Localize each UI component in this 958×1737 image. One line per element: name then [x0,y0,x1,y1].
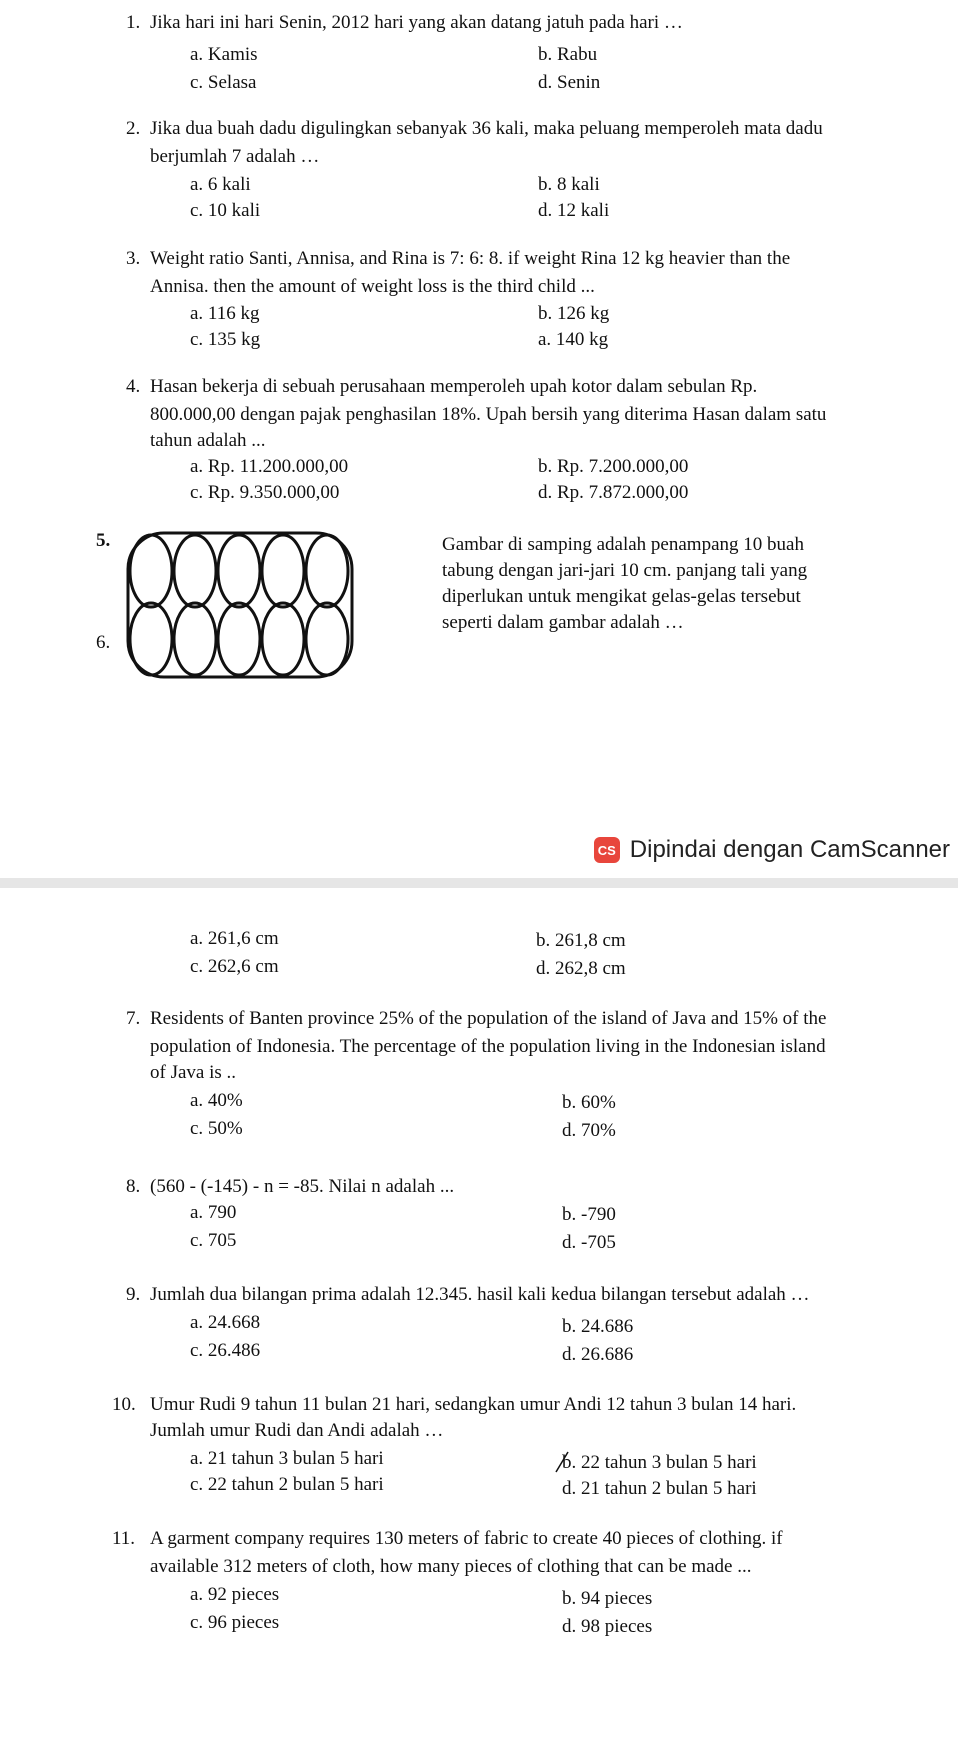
q9-option-a: a. 24.668 [190,1312,261,1333]
q3-line-2: Annisa. then the amount of weight loss is the third child ... [150,276,595,297]
q5-line-1: Gambar di samping adalah penampang 10 buah [442,534,804,555]
q7-line-1: Residents of Banten province 25% of the population of the island of Java and 15% of the [150,1008,827,1029]
q8-option-b: b. -790 [562,1204,616,1225]
q2-line-1: Jika dua buah dadu digulingkan sebanyak 36 kali, maka peluang memperoleh mata dadu [150,118,823,139]
q10-option-d: d. 21 tahun 2 bulan 5 hari [562,1478,757,1499]
q4-option-c: c. Rp. 9.350.000,00 [190,482,340,503]
q10-option-a: a. 21 tahun 3 bulan 5 hari [190,1448,384,1469]
q11-option-a: a. 92 pieces [190,1584,280,1605]
q11-line-2: available 312 meters of cloth, how many pieces of clothing that can be made ... [150,1556,752,1577]
q10-option-b: b. 22 tahun 3 bulan 5 hari [562,1452,757,1473]
q7-option-a: a. 40% [190,1090,243,1111]
q1-option-d: d. Senin [538,72,601,93]
q9-option-b: b. 24.686 [562,1316,634,1337]
q11-option-c: c. 96 pieces [190,1612,280,1633]
q8-option-a: a. 790 [190,1202,237,1223]
q3-line-1: Weight ratio Santi, Annisa, and Rina is 7: 6: 8. if weight Rina 12 kg heavier than the [150,248,791,269]
q8-text: (560 - (-145) - n = -85. Nilai n adalah ... [150,1176,455,1197]
q8-option-c: c. 705 [190,1230,237,1251]
q10-line-1: Umur Rudi 9 tahun 11 bulan 21 hari, sedangkan umur Andi 12 tahun 3 bulan 14 hari. [150,1394,797,1415]
answer-check-mark [554,1450,572,1474]
q2-option-d: d. 12 kali [538,200,610,221]
q10-option-c: c. 22 tahun 2 bulan 5 hari [190,1474,384,1495]
q11-option-b: b. 94 pieces [562,1588,653,1609]
q3-option-b: b. 126 kg [538,303,610,324]
cylinder-circles [130,535,348,675]
q7-option-d: d. 70% [562,1120,616,1141]
q8-number: 8. [126,1176,141,1197]
q4-line-2: 800.000,00 dengan pajak penghasilan 18%. Upah bersih yang diterima Hasan dalam satu [150,404,827,425]
q1-option-b: b. Rabu [538,44,598,65]
q7-line-2: population of Indonesia. The percentage of the population living in the Indonesian island [150,1036,826,1057]
q6-number-marker: 6. [96,632,111,653]
q2-option-a: a. 6 kali [190,174,251,195]
q3-option-c: c. 135 kg [190,329,261,350]
q4-option-d: d. Rp. 7.872.000,00 [538,482,689,503]
q11-option-d: d. 98 pieces [562,1616,653,1637]
q2-line-2: berjumlah 7 adalah … [150,146,320,167]
q11-number: 11. [112,1528,136,1549]
q7-option-b: b. 60% [562,1092,616,1113]
q1-option-a: a. Kamis [190,44,258,65]
q7-line-3: of Java is .. [150,1062,237,1083]
q4-option-b: b. Rp. 7.200.000,00 [538,456,689,477]
q4-line-3: tahun adalah ... [150,430,266,451]
q1-text: Jika hari ini hari Senin, 2012 hari yang akan datang jatuh pada hari … [150,12,683,33]
q10-line-2: Jumlah umur Rudi dan Andi adalah … [150,1420,444,1441]
q6-option-c: c. 262,6 cm [190,956,279,977]
q1-number: 1. [126,12,141,33]
scanned-page-2 [0,888,958,1737]
q9-number: 9. [126,1284,141,1305]
q4-number: 4. [126,376,141,397]
q6-option-a: a. 261,6 cm [190,928,279,949]
q7-number: 7. [126,1008,141,1029]
q8-option-d: d. -705 [562,1232,616,1253]
q4-line-1: Hasan bekerja di sebuah perusahaan memperoleh upah kotor dalam sebulan Rp. [150,376,758,397]
q3-number: 3. [126,248,141,269]
q5-line-3: diperlukan untuk mengikat gelas-gelas tersebut [442,586,801,607]
q7-option-c: c. 50% [190,1118,243,1139]
q3-option-a: a. 116 kg [190,303,260,324]
q1-option-c: c. Selasa [190,72,257,93]
q3-option-d: a. 140 kg [538,329,609,350]
q5-number: 5. [96,530,111,551]
q9-option-c: c. 26.486 [190,1340,261,1361]
camscanner-watermark [594,836,950,864]
q4-option-a: a. Rp. 11.200.000,00 [190,456,349,477]
q2-number: 2. [126,118,141,139]
page-divider [0,878,958,888]
q2-option-b: b. 8 kali [538,174,600,195]
q9-text: Jumlah dua bilangan prima adalah 12.345. hasil kali kedua bilangan tersebut adalah … [150,1284,810,1305]
q6-option-b: b. 261,8 cm [536,930,626,951]
q6-option-d: d. 262,8 cm [536,958,626,979]
q9-option-d: d. 26.686 [562,1344,634,1365]
cylinders-bundle-figure [125,530,355,680]
camscanner-text: Dipindai dengan CamScanner [629,836,950,863]
q5-line-2: tabung dengan jari-jari 10 cm. panjang tali yang [442,560,808,581]
camscanner-logo-icon: CS [594,837,620,863]
q2-option-c: c. 10 kali [190,200,261,221]
q11-line-1: A garment company requires 130 meters of fabric to create 40 pieces of clothing. if [150,1528,783,1549]
q10-number: 10. [112,1394,136,1415]
q5-line-4: seperti dalam gambar adalah … [442,612,684,633]
